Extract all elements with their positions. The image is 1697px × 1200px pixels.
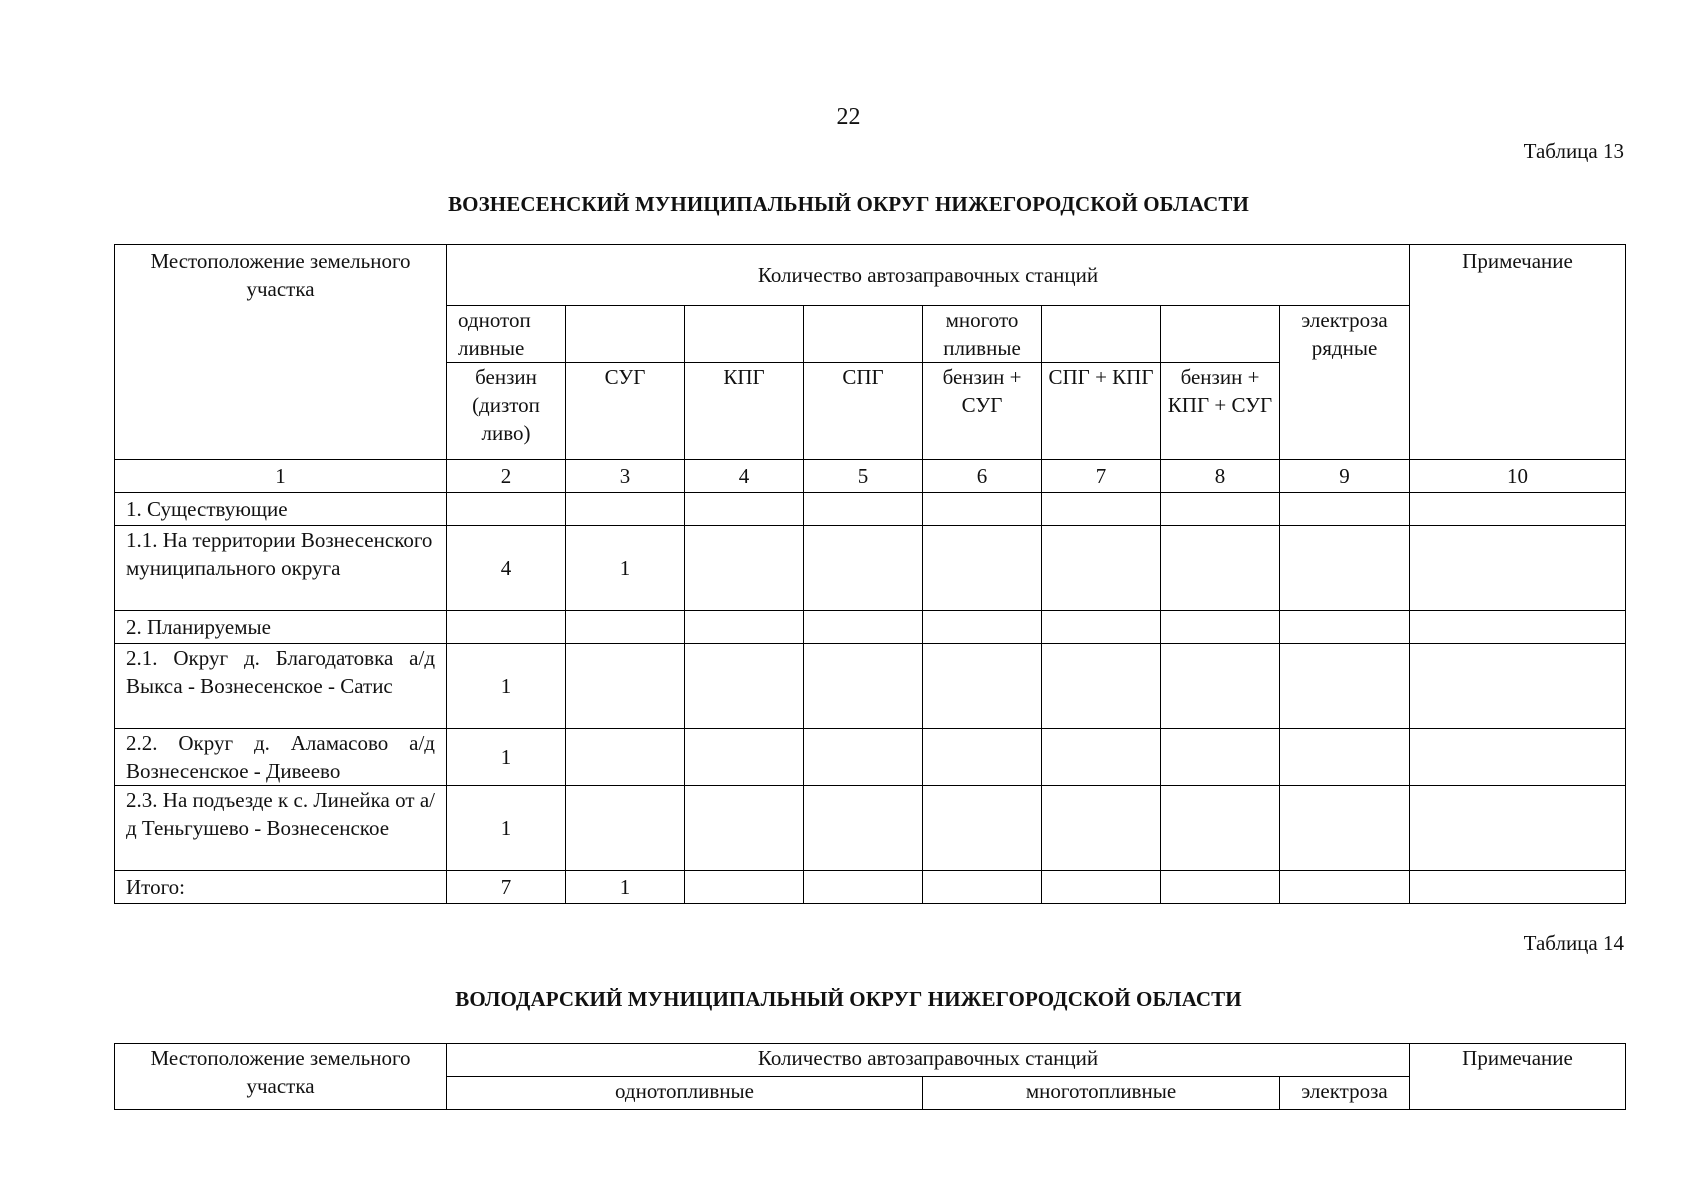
cell (1280, 871, 1410, 904)
header-empty-cell (804, 306, 923, 363)
cell (804, 526, 923, 611)
cell (685, 493, 804, 526)
column-number: 6 (923, 460, 1042, 493)
header-station-count: Количество автозаправочных станций (447, 1044, 1410, 1077)
table-row (115, 729, 1626, 786)
cell (1161, 611, 1280, 644)
cell (1042, 493, 1161, 526)
cell (1042, 644, 1161, 729)
header-fuel-type: СПГ (804, 363, 923, 460)
header-location: Местоположение земельного участка (115, 1044, 447, 1110)
header-single-fuel: однотоп ливные (447, 306, 566, 363)
column-number: 9 (1280, 460, 1410, 493)
cell (685, 611, 804, 644)
table-row (115, 644, 1626, 729)
cell: 7 (447, 871, 566, 904)
cell (923, 526, 1042, 611)
cell (923, 644, 1042, 729)
header-station-count: Количество автозаправочных станций (447, 245, 1410, 306)
cell (1410, 786, 1626, 871)
table-14-title: ВОЛОДАРСКИЙ МУНИЦИПАЛЬНЫЙ ОКРУГ НИЖЕГОРОДСКОЙ ОБЛАСТИ (455, 987, 1242, 1011)
cell (566, 493, 685, 526)
cell (804, 644, 923, 729)
cell (447, 493, 566, 526)
table-row-total (115, 871, 1626, 904)
cell (1161, 729, 1280, 786)
row-label: 2.3. На подъезде к с. Линейка от а/д Теньгушево - Вознесенское (115, 786, 447, 871)
cell (804, 729, 923, 786)
cell (1410, 871, 1626, 904)
table-13-label: Таблица 13 (1523, 139, 1624, 163)
cell (804, 611, 923, 644)
cell (1410, 493, 1626, 526)
table-14 (114, 1043, 1626, 1110)
cell: 1 (447, 729, 566, 786)
header-multi-fuel: многото пливные (923, 306, 1042, 363)
cell: 4 (447, 526, 566, 611)
header-fuel-type: КПГ (685, 363, 804, 460)
column-number: 8 (1161, 460, 1280, 493)
header-empty-cell (566, 306, 685, 363)
cell (685, 729, 804, 786)
table-row (115, 526, 1626, 611)
header-multi-fuel: многотопливные (923, 1077, 1280, 1110)
cell (1280, 611, 1410, 644)
cell (804, 871, 923, 904)
header-note: Примечание (1410, 245, 1626, 460)
header-fuel-type: бензин + СУГ (923, 363, 1042, 460)
column-number: 1 (115, 460, 447, 493)
page-number: 22 (836, 104, 861, 130)
table-row (115, 786, 1626, 871)
header-note: Примечание (1410, 1044, 1626, 1110)
cell: 1 (566, 871, 685, 904)
header-electric: электроза (1280, 1077, 1410, 1110)
cell (923, 611, 1042, 644)
header-empty-cell (1161, 306, 1280, 363)
cell (1280, 786, 1410, 871)
cell (1042, 526, 1161, 611)
cell (1042, 786, 1161, 871)
table-14-label: Таблица 14 (1523, 931, 1624, 955)
row-label: 2. Планируемые (115, 611, 447, 644)
header-electric: электроза рядные (1280, 306, 1410, 460)
row-label: Итого: (115, 871, 447, 904)
header-empty-cell (685, 306, 804, 363)
cell (1410, 526, 1626, 611)
header-fuel-type: СПГ + КПГ (1042, 363, 1161, 460)
header-fuel-type: СУГ (566, 363, 685, 460)
header-fuel-type: бензин + КПГ + СУГ (1161, 363, 1280, 460)
cell (804, 786, 923, 871)
column-number: 5 (804, 460, 923, 493)
cell (1410, 611, 1626, 644)
header-fuel-type: бензин (дизтоп ливо) (447, 363, 566, 460)
cell (923, 729, 1042, 786)
cell (1161, 493, 1280, 526)
cell (1161, 526, 1280, 611)
cell (1410, 729, 1626, 786)
header-empty-cell (1042, 306, 1161, 363)
cell (566, 729, 685, 786)
cell (1280, 729, 1410, 786)
cell (685, 526, 804, 611)
cell: 1 (566, 526, 685, 611)
cell (566, 611, 685, 644)
row-label: 1.1. На территории Вознесенского муниципального округа (115, 526, 447, 611)
cell (1280, 493, 1410, 526)
header-location: Местоположение земельного участка (115, 245, 447, 460)
column-number: 3 (566, 460, 685, 493)
cell (923, 786, 1042, 871)
cell: 1 (447, 786, 566, 871)
cell (1042, 871, 1161, 904)
cell (1161, 786, 1280, 871)
header-single-fuel: однотопливные (447, 1077, 923, 1110)
cell (566, 786, 685, 871)
cell (1161, 644, 1280, 729)
cell (685, 786, 804, 871)
table-13-title: ВОЗНЕСЕНСКИЙ МУНИЦИПАЛЬНЫЙ ОКРУГ НИЖЕГОРОДСКОЙ ОБЛАСТИ (448, 192, 1249, 216)
cell (685, 871, 804, 904)
column-number: 7 (1042, 460, 1161, 493)
cell (685, 644, 804, 729)
column-number: 10 (1410, 460, 1626, 493)
table-13 (114, 244, 1626, 904)
cell (923, 493, 1042, 526)
cell (1280, 644, 1410, 729)
cell (447, 611, 566, 644)
cell (804, 493, 923, 526)
table-row (115, 493, 1626, 526)
cell (1042, 611, 1161, 644)
row-label: 2.1. Округ д. Благодатовка а/д Выкса - Вознесенское - Сатис (115, 644, 447, 729)
row-label: 1. Существующие (115, 493, 447, 526)
column-number: 4 (685, 460, 804, 493)
cell (1410, 644, 1626, 729)
row-label: 2.2. Округ д. Аламасово а/д Вознесенское - Дивеево (115, 729, 447, 786)
table-row (115, 611, 1626, 644)
cell (923, 871, 1042, 904)
cell (1161, 871, 1280, 904)
cell (1280, 526, 1410, 611)
column-number: 2 (447, 460, 566, 493)
cell (566, 644, 685, 729)
cell (1042, 729, 1161, 786)
cell: 1 (447, 644, 566, 729)
